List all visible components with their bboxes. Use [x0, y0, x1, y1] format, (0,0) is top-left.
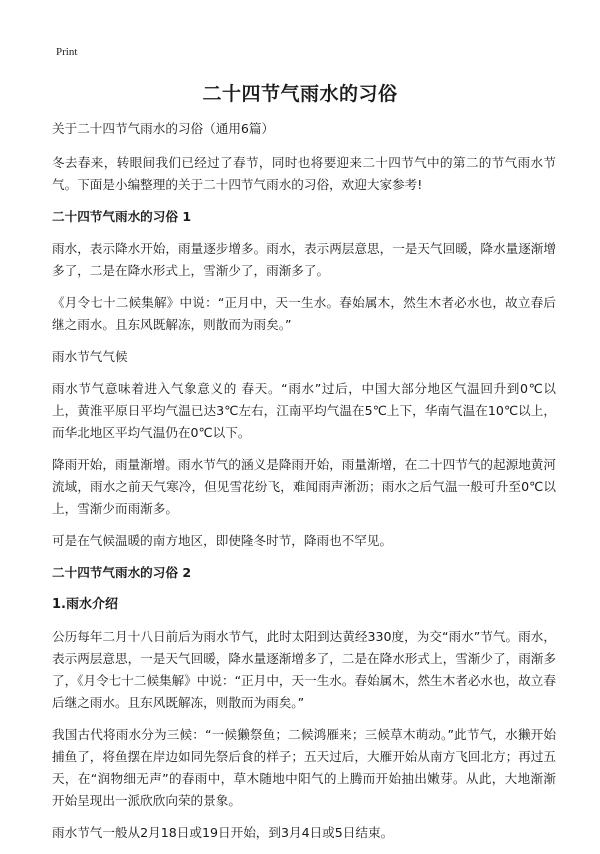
section-1-paragraph-3: 雨水节气意味着进入气象意义的 春天。“雨水”过后，中国大部分地区气温回升到0℃以上，黄淮平原日平均气温已达3℃左右，江南平均气温在5℃上下，华南气温在10℃以上，而华北地区平均气温仍在0℃以下。 [52, 381, 556, 440]
section-2-paragraph-1: 公历每年二月十八日前后为雨水节气，此时太阳到达黄经330度，为交“雨水”节气。雨水，表示两层意思，一是天气回暖，降水量逐渐增多了，二是在降水形式上，雪渐少了，雨渐多了，《月令七十二候集解》中说：“正月中，天一生水。春始属木，然生木者必水也，故立春后继之雨水。且东风既解冻，则散而为雨矣。” [52, 629, 556, 710]
section-2-subheading: 1.雨水介绍 [52, 597, 118, 612]
section-1-subheading: 雨水节气气候 [52, 349, 128, 364]
article-subtitle: 关于二十四节气雨水的习俗（通用6篇） [52, 121, 275, 136]
print-link[interactable]: Print [56, 46, 78, 58]
article-body [52, 118, 556, 854]
section-1-heading: 二十四节气雨水的习俗 1 [52, 209, 192, 224]
section-2-paragraph-3: 雨水节气一般从2月18日或19日开始，到3月4日或5日结束。 [52, 825, 394, 840]
page-title: 二十四节气雨水的习俗 [202, 83, 398, 105]
section-1-paragraph-5: 可是在气候温暖的南方地区，即使隆冬时节，降雨也不罕见。 [52, 533, 393, 548]
section-2-paragraph-2: 我国古代将雨水分为三候：“一候獭祭鱼；二候鸿雁来；三候草木萌动。”此节气，水獭开始捕鱼了，将鱼摆在岸边如同先祭后食的样子；五天过后，大雁开始从南方飞回北方；再过五天，在“润物细无声”的春雨中，草木随地中阳气的上腾而开始抽出嫩芽。从此，大地渐渐开始呈现出一派欣欣向荣的景象。 [52, 727, 556, 808]
section-1-paragraph-4: 降雨开始，雨量渐增。雨水节气的涵义是降雨开始，雨量渐增，在二十四节气的起源地黄河流域，雨水之前天气寒冷，但见雪花纷飞，难闻雨声淅沥；雨水之后气温一般可升至0℃以上，雪渐少而雨渐多。 [52, 457, 556, 516]
intro-paragraph: 冬去春来，转眼间我们已经过了春节，同时也将要迎来二十四节气中的第二的节气雨水节气。下面是小编整理的关于二十四节气雨水的习俗，欢迎大家参考! [52, 155, 556, 192]
section-1-paragraph-1: 雨水，表示降水开始，雨量逐步增多。雨水，表示两层意思，一是天气回暖，降水量逐渐增多了，二是在降水形式上，雪渐少了，雨渐多了。 [52, 241, 556, 278]
section-2-heading: 二十四节气雨水的习俗 2 [52, 565, 192, 580]
section-1-paragraph-2: 《月令七十二候集解》中说：“正月中，天一生水。春始属木，然生木者必水也，故立春后继之雨水。且东风既解冻，则散而为雨矣。” [52, 295, 556, 332]
